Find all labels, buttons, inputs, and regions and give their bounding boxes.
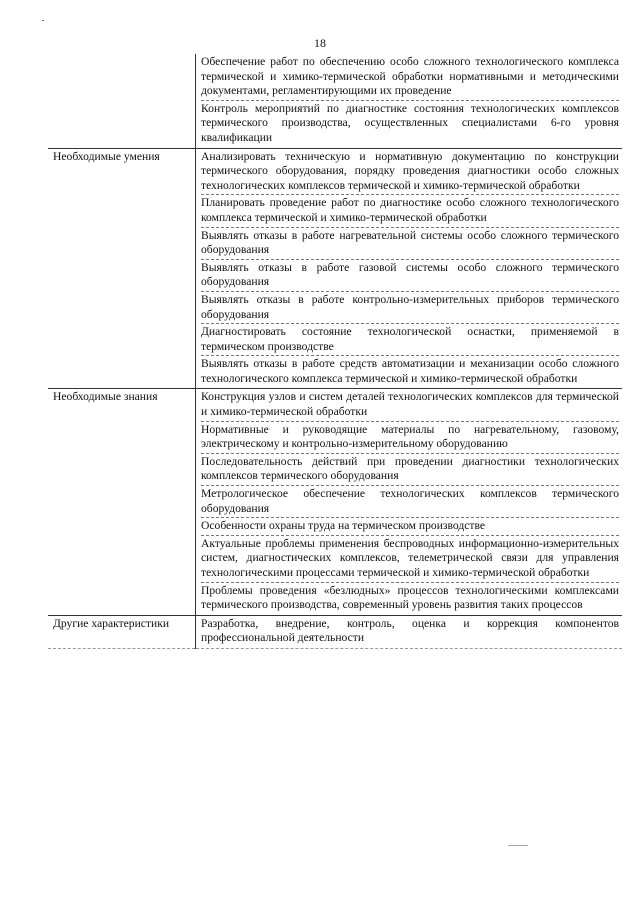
list-item: Обеспечение работ по обеспечению особо сложного технологического комплекса термической и химико-термической обработки нормативными и методическими документами, регламентирующими их проведение	[201, 55, 619, 98]
list-item: Диагностировать состояние технологической оснастки, применяемой в термическом производстве	[201, 323, 619, 355]
list-item: Выявлять отказы в работе контрольно-измерительных приборов термического оборудования	[201, 291, 619, 323]
list-item: Нормативные и руководящие материалы по нагревательному, газовому, электрическому и контрольно-измерительному оборудованию	[201, 421, 619, 453]
list-item: Выявлять отказы в работе газовой системы особо сложного термического оборудования	[201, 259, 619, 291]
qualification-table	[48, 54, 622, 649]
table-row-continuation	[48, 54, 622, 148]
row-label-knowledge: Необходимые знания	[53, 390, 158, 404]
row-label-cell	[48, 54, 196, 148]
list-item: Выявлять отказы в работе нагревательной системы особо сложного термического оборудования	[201, 227, 619, 259]
list-item: Особенности охраны труда на термическом производстве	[201, 517, 619, 535]
list-item: Разработка, внедрение, контроль, оценка и коррекция компонентов профессиональной деятельности	[201, 616, 619, 645]
list-item: Планировать проведение работ по диагностике особо сложного технологического комплекса термической и химико-термической обработки	[201, 194, 619, 226]
list-item: Анализировать техническую и нормативную документацию по конструкции термического оборудования, порядку проведения диагностики особо сложных технологических комплексов термической и химико-термической обработки	[201, 149, 619, 192]
row-label-cell	[48, 148, 196, 389]
list-item: Проблемы проведения «безлюдных» процессов технологическими комплексами термического производства, современный уровень развития таких процессов	[201, 582, 619, 614]
row-items-cell	[196, 54, 623, 148]
row-label-cell	[48, 615, 196, 648]
scan-speck	[42, 20, 44, 21]
table-row-skills	[48, 148, 622, 389]
list-item: Выявлять отказы в работе средств автоматизации и механизации особо сложного технологического комплекса термической и химико-термической обработки	[201, 355, 619, 387]
list-item: Метрологическое обеспечение технологических комплексов термического оборудования	[201, 485, 619, 517]
list-item: Последовательность действий при проведении диагностики технологических комплексов термического оборудования	[201, 453, 619, 485]
page-number: 18	[314, 36, 326, 50]
row-items-cell	[196, 615, 623, 648]
table-row-knowledge	[48, 389, 622, 615]
scan-speck	[508, 845, 528, 846]
row-label-skills: Необходимые умения	[53, 149, 160, 163]
list-item: Контроль мероприятий по диагностике состояния технологических комплексов термического производства, осуществленных специалистами 6-го уровня квалификации	[201, 100, 619, 147]
list-item: Актуальные проблемы применения беспроводных информационно-измерительных систем, диагностических комплексов, телеметрической связи для управления технологическими процессами термической и химико-термической обработки	[201, 535, 619, 582]
table-row-other	[48, 615, 622, 648]
row-label-cell	[48, 389, 196, 615]
row-items-cell	[196, 389, 623, 615]
row-label-other: Другие характеристики	[53, 616, 170, 630]
list-item: Конструкция узлов и систем деталей технологических комплексов для термической и химико-термической обработки	[201, 390, 619, 419]
row-items-cell	[196, 148, 623, 389]
